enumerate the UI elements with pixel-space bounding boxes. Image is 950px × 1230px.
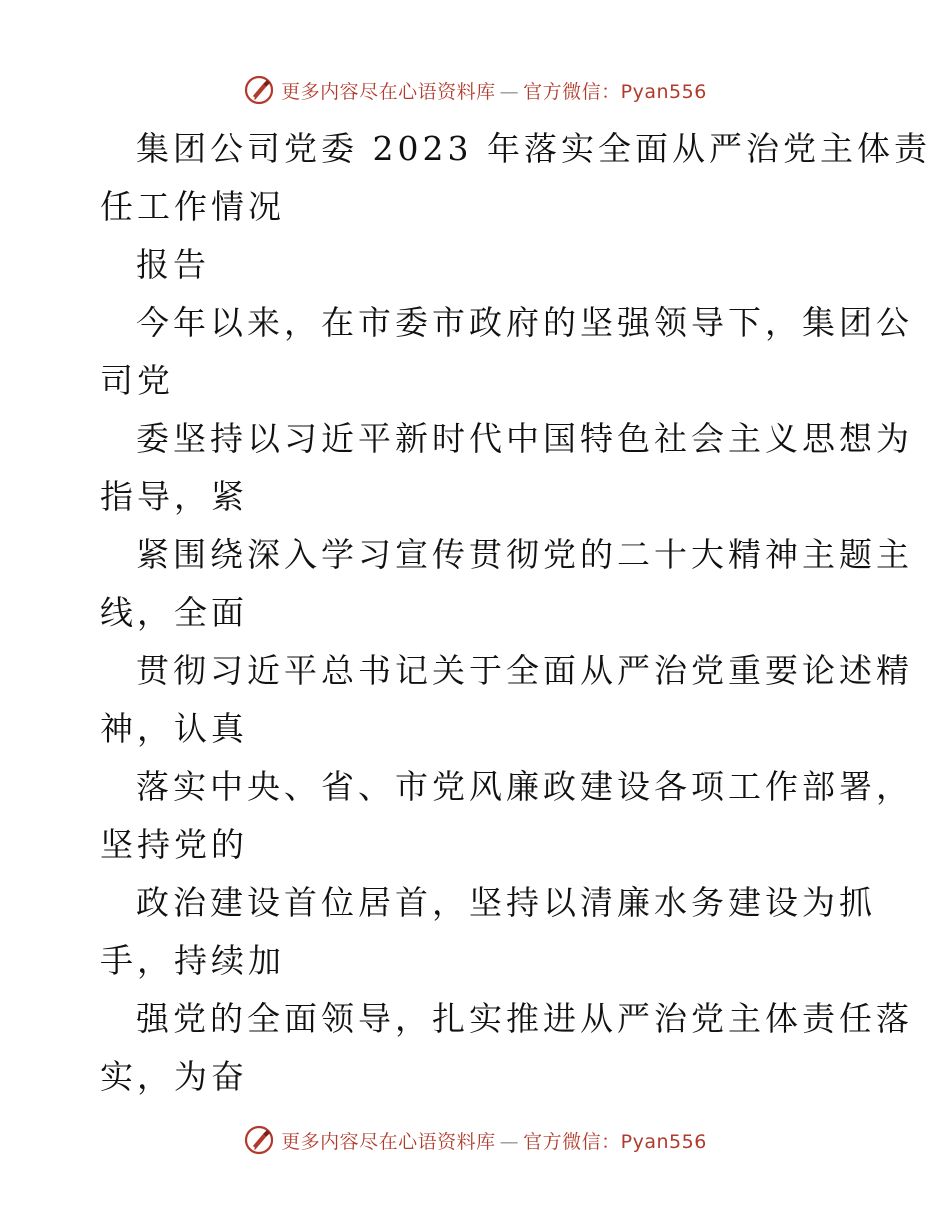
site-name: 更多内容尽在心语资料库 — [281, 1130, 496, 1153]
document-line: 线，全面 — [100, 593, 248, 632]
footer-watermark-banner — [0, 1120, 950, 1160]
document-line: 司党 — [100, 361, 174, 400]
pen-logo-icon — [243, 74, 275, 106]
header-watermark-banner — [0, 70, 950, 110]
document-line: 集团公司党委 2023 年落实全面从严治党主体责 — [136, 129, 931, 168]
separator-dash: — — [499, 1130, 520, 1153]
separator-dash: — — [499, 80, 520, 103]
pen-logo-icon — [243, 1124, 275, 1156]
document-line: 政治建设首位居首，坚持以清廉水务建设为抓 — [136, 883, 876, 922]
document-line: 紧围绕深入学习宣传贯彻党的二十大精神主题主 — [136, 535, 913, 574]
document-line: 今年以来，在市委市政府的坚强领导下，集团公 — [136, 303, 913, 342]
document-line: 任工作情况 — [100, 187, 285, 226]
document-line: 手，持续加 — [100, 941, 285, 980]
document-line: 指导，紧 — [100, 477, 248, 516]
document-body — [100, 120, 931, 1106]
document-line: 神，认真 — [100, 709, 248, 748]
document-line: 坚持党的 — [100, 825, 248, 864]
document-line: 落实中央、省、市党风廉政建设各项工作部署， — [136, 767, 913, 806]
document-line: 委坚持以习近平新时代中国特色社会主义思想为 — [136, 419, 913, 458]
wechat-id: 官方微信：Pyan556 — [523, 80, 707, 103]
document-line: 实，为奋 — [100, 1057, 248, 1096]
document-line: 贯彻习近平总书记关于全面从严治党重要论述精 — [136, 651, 913, 690]
footer-watermark-text — [281, 1127, 707, 1154]
site-name: 更多内容尽在心语资料库 — [281, 80, 496, 103]
header-watermark-text — [281, 77, 707, 104]
document-line: 强党的全面领导，扎实推进从严治党主体责任落 — [136, 999, 913, 1038]
document-line: 报告 — [136, 245, 210, 284]
wechat-id: 官方微信：Pyan556 — [523, 1130, 707, 1153]
